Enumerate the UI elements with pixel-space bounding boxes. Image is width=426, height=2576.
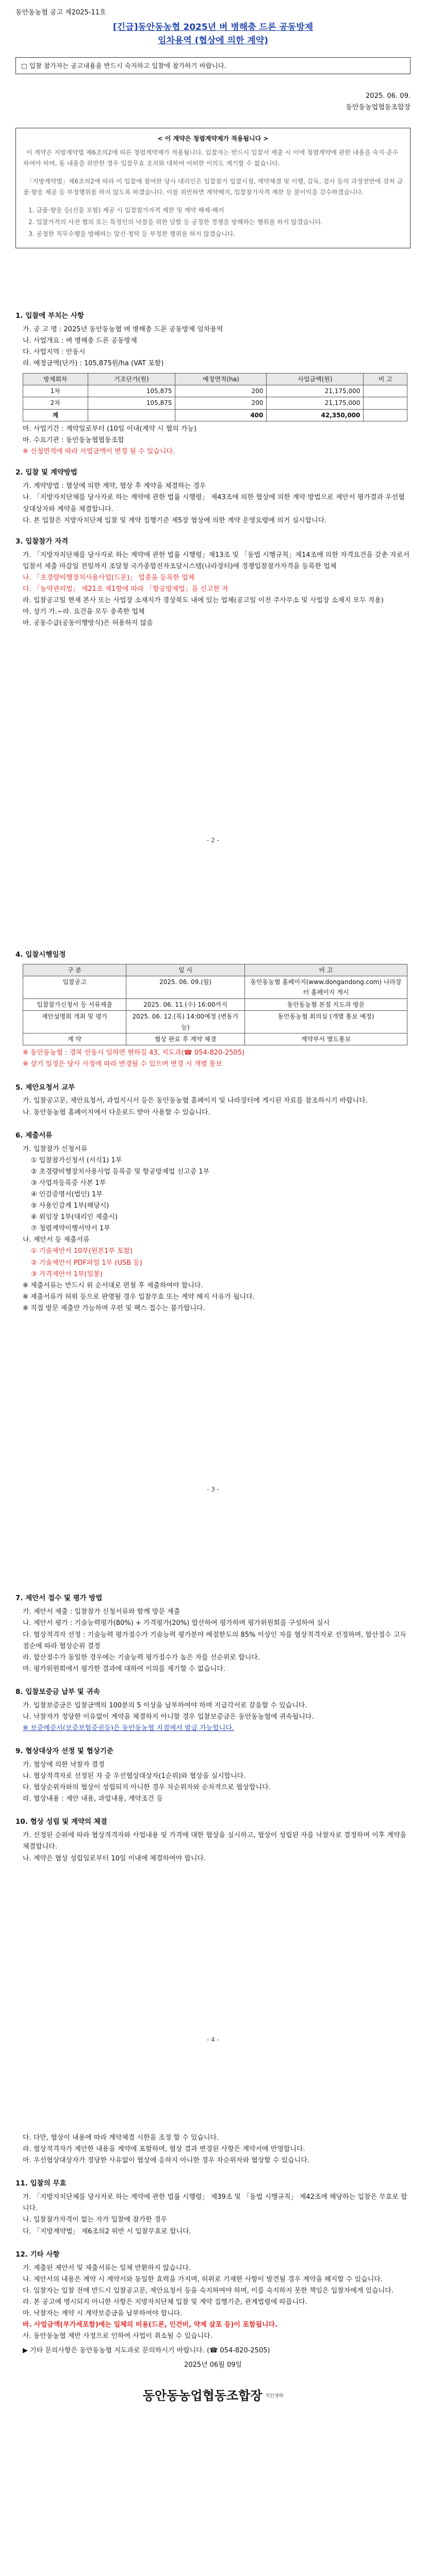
warning-box: □ 입찰 참가자는 공고내용을 반드시 숙지하고 입찰에 참가하기 바랍니다. — [15, 57, 411, 74]
section-12-contact: ▶ 기타 문의사항은 동안동농협 지도과로 문의하시기 바랍니다. (☎ 054-820-2505) — [23, 2347, 270, 2355]
section-12 — [15, 2249, 411, 2371]
section-1-title: 1. 입찰에 부치는 사항 — [15, 312, 84, 320]
page-number: - 3 - — [207, 1486, 219, 1493]
section-6-intro2: 나. 제안서 등 제출서류 — [23, 1236, 90, 1244]
schedule-table — [23, 964, 407, 1046]
section-1-item: 가. 공 고 명 : 2025년 동안동농협 벼 병해충 드론 공동방제 임차용역 — [23, 326, 223, 334]
section-6-doc: ⑥ 위임장 1부(대리인 제출시) — [31, 1213, 118, 1222]
section-9-title: 9. 협상대상자 선정 및 협상기준 — [15, 1747, 113, 1756]
integrity-notice-item: 2. 입찰가격의 사전 협의 또는 특정인의 낙찰을 위한 담합 등 공정한 경쟁을 방해하는 행위를 하지 않겠습니다. — [28, 218, 323, 226]
section-12-item: 다. 입찰자는 입찰 전에 반드시 입찰공고문, 제안요청서 등을 숙지하여야 하며, 이를 숙지하지 못한 책임은 입찰자에게 있습니다. — [23, 2286, 394, 2295]
closing-date: 2025년 06월 09일 — [184, 2361, 242, 2369]
page-number: - 4 - — [207, 2036, 219, 2043]
table-cell: 2025. 06. 12.(목) 14:00예정 (변동가능) — [126, 1011, 245, 1033]
table-cell: 1차 — [23, 385, 88, 397]
integrity-notice-item: 1. 금품·향응 등(선물 포함) 제공 시 입찰참가자격 제한 및 계약 해제·해지 — [28, 207, 224, 214]
section-7-item: 나. 제안서 평가 : 기술능력평가(80%) + 가격평가(20%) 합산하여 평가하며 평가위원회를 구성하여 실시 — [23, 1619, 330, 1628]
section-12-item: 가. 제출된 제안서 및 제출서류는 일체 반환하지 않습니다. — [23, 2264, 191, 2272]
section-1-item: 바. 수요기관 : 동안동농협협동조합 — [23, 436, 124, 445]
section-5-item: 나. 동안동농협 홈페이지에서 다운로드 받아 사용할 수 있습니다. — [23, 1108, 210, 1116]
section-3-item: 나. 「초경량비행장치사용사업(드론)」 업종을 등록한 업체 — [23, 573, 195, 582]
section-7-item: 가. 제안서 제출 : 입찰참가 신청서류와 함께 방문 제출 — [23, 1608, 181, 1616]
table-cell — [364, 397, 407, 409]
table-cell: 동안동농협 본점 지도과 방문 — [245, 998, 407, 1010]
notice-org: 동안동농업협동조합장 — [346, 104, 411, 112]
section-6-note: ※ 직접 방문 제출만 가능하며 우편 및 팩스 접수는 불가합니다. — [23, 1304, 205, 1312]
section-3-item: 다. 「농약관리법」 제21조 제1항에 따라 「항공방제업」을 신고한 자 — [23, 585, 228, 593]
section-6-note: ※ 제출서류가 허위 등으로 판명될 경우 입찰무효 또는 계약 해지 사유가 됩니다. — [23, 1293, 255, 1301]
section-12-item: 라. 본 공고에 명시되지 아니한 사항은 지방자치단체 입찰 및 계약 집행기준, 관계법령에 따릅니다. — [23, 2298, 307, 2306]
section-2-item: 나. 「지방자치단체를 당사자로 하는 계약에 관한 법률 시행령」 제43조에 의한 협상에 의한 계약 방법으로 제안서 평가결과 우선협상대상자와 계약을 체결합니다. — [23, 494, 405, 513]
section-9-item: 라. 협상내용 : 제안 내용, 과업내용, 계약조건 등 — [23, 1795, 163, 1803]
table-header-cell: 기조단가(원) — [88, 373, 175, 385]
section-3-item: 마. 상기 가.~라. 요건을 모두 충족한 업체 — [23, 608, 145, 616]
table-cell: 동안동농협 회의실 (개별 통보 예정) — [245, 1011, 407, 1033]
table-cell: 2차 — [23, 397, 88, 409]
section-6-doc: ⑦ 청렴계약이행서약서 1부 — [31, 1225, 110, 1233]
table-cell: 200 — [175, 397, 267, 409]
section-7-item: 라. 합산점수가 동일한 경우에는 기술능력 평가점수가 높은 자를 선순위로 합니다. — [23, 1653, 260, 1662]
section-8-item: 가. 입찰보증금은 입찰금액의 100분의 5 이상을 납부하여야 하며 지급각서로 갈음할 수 있습니다. — [23, 1701, 307, 1709]
table-cell — [364, 409, 407, 421]
table-header-cell: 일 시 — [126, 964, 245, 976]
page-number: - 2 - — [207, 837, 219, 844]
section-6-doc: ① 입찰참가신청서 (서식1) 1부 — [31, 1156, 122, 1164]
table-header-row — [23, 964, 407, 976]
section-1-item: 마. 사업기간 : 계약일로부터 (10일 이내(계약 시 협의 가능) — [23, 425, 197, 433]
table-row — [23, 409, 407, 421]
section-3-item: 바. 공동수급(공동이행방식)은 허용하지 않음 — [23, 619, 153, 628]
table-header-row — [23, 373, 407, 385]
title-block — [15, 21, 411, 48]
table-cell: 계 약 — [23, 1033, 126, 1045]
table-header-cell: 사업금액(원) — [267, 373, 364, 385]
table-row — [23, 1033, 407, 1045]
section-2-item: 가. 계약방법 : 협상에 의한 계약, 협상 후 계약을 체결하는 경우 — [23, 482, 206, 490]
section-6-intro: 가. 입찰참가 신청서류 — [23, 1145, 88, 1153]
integrity-notice-box — [15, 128, 411, 248]
integrity-notice-title: < 이 계약은 청렴계약제가 적용됩니다 > — [157, 135, 269, 143]
section-3-title: 3. 입찰참가 자격 — [15, 537, 69, 546]
section-11-item: 다. 「지방계약법」 제6조의2 위반 시 입찰무효로 합니다. — [23, 2227, 191, 2235]
section-9-item: 가. 협상에 의한 낙찰자 결정 — [23, 1761, 105, 1769]
table-header-cell: 비 고 — [245, 964, 407, 976]
section-7-title: 7. 제안서 접수 및 평가 방법 — [15, 1594, 103, 1603]
section-7-item: 다. 협상적격자 선정 : 기술능력 평가점수가 기술능력 평가분야 배점한도의 85% 이상인 자를 협상적격자로 선정하며, 합산점수 고득점순에 따라 협상순위 결정 — [23, 1631, 406, 1650]
section-6 — [15, 1130, 411, 1314]
section-1-note: ※ 신청면적에 따라 사업금액이 변경 될 수 있습니다. — [23, 448, 175, 456]
page-spacer — [15, 1865, 411, 2035]
section-9-item: 나. 협상적격자로 선정된 자 중 우선협상대상자(1순위)와 협상을 실시합니다. — [23, 1772, 246, 1781]
section-6-doc: ⑤ 사용인감계 1부(해당시) — [31, 1202, 109, 1210]
section-11-title: 11. 입찰의 무효 — [15, 2179, 67, 2188]
section-12-item: 마. 낙찰자는 계약 시 계약보증금을 납부하여야 합니다. — [23, 2309, 183, 2317]
section-7-item: 마. 평가위원회에서 평가한 결과에 대하여 이의를 제기할 수 없습니다. — [23, 1665, 225, 1673]
section-10-item: 라. 협상적격자가 제안한 내용을 계약에 포함하며, 협상 결과 변경된 사항은 계약서에 반영합니다. — [23, 2145, 305, 2154]
section-9 — [15, 1745, 411, 1805]
section-4-note: ※ 동안동농협 : 경북 안동시 임하면 현하길 43, 지도과(☎ 054-820-2505) — [23, 1049, 245, 1057]
table-row — [23, 998, 407, 1010]
table-cell: 협상 완료 후 계약 체결 — [126, 1033, 245, 1045]
table-row — [23, 1011, 407, 1033]
budget-table — [23, 373, 407, 422]
footer-org — [15, 2385, 411, 2406]
section-6-doc: ④ 인감증명서(법인) 1부 — [31, 1190, 103, 1198]
section-6-doc: ① 기술제안서 10부(원본1부 포함) — [31, 1247, 133, 1256]
section-1-item: 나. 사업개요 : 벼 병해충 드론 공동방제 — [23, 337, 137, 345]
section-11 — [15, 2178, 411, 2237]
page-spacer — [15, 846, 411, 928]
section-10-item: 나. 계약은 협상 성립일로부터 10일 이내에 체결하여야 합니다. — [23, 1854, 206, 1862]
integrity-notice-para2: 「지방계약법」제6조의2에 따라 이 입찰에 참여한 당사 대리인은 입찰참가 입찰시점, 계약체결 및 이행, 감독, 검사 등의 과정전반에 걸쳐 금품·향응 제공 등 부정행위를 하지 않도록 하겠습니다. 이를 위반하면 계약해지, 입찰참가자격 제한 등 불이익을 감수하겠습니다. — [23, 178, 403, 196]
table-cell: 105,875 — [88, 397, 175, 409]
table-cell: 2025. 06. 09.(월) — [126, 976, 245, 999]
table-row — [23, 976, 407, 999]
section-1 — [15, 310, 411, 457]
section-12-item: 사. 동안동농협 제반 사정으로 인하여 사업이 취소될 수 있습니다. — [23, 2332, 212, 2341]
table-cell: 입찰공고 — [23, 976, 126, 999]
section-8-title: 8. 입찰보증금 납부 및 귀속 — [15, 1687, 100, 1696]
section-10 — [15, 1816, 411, 1864]
section-4 — [15, 949, 411, 1071]
section-10-item: 마. 우선협상대상자가 정당한 사유없이 협상에 응하지 아니한 경우 차순위자와 협상할 수 있습니다. — [23, 2157, 310, 2165]
section-5-item: 가. 입찰공고문, 제안요청서, 과업지시서 등은 동안동농협 홈페이지 및 나라장터에 게시된 자료를 참조하시기 바랍니다. — [23, 1097, 368, 1105]
table-cell: 입찰참가신청서 등 서류제출 — [23, 998, 126, 1010]
section-8-note: ※ 보증예증서(보증보험증권등)은 동안동농협 지점에서 발급 가능합니다. — [23, 1724, 235, 1733]
page-spacer — [15, 1495, 411, 1572]
section-12-title: 12. 기타 사항 — [15, 2250, 60, 2259]
section-1-item: 다. 사업지역 : 안동시 — [23, 348, 86, 357]
section-6-doc: ② 기술제안서 PDF파일 1부 (USB 등) — [31, 1259, 142, 1267]
integrity-notice-para1: 이 계약은 지방계약법 제6조의2에 따른 청렴계약제가 적용됩니다. 입찰자는 반드시 입찰서 제출 시 이에 청렴계약에 관한 내용을 숙지·준수하여야 하며, 동 내용을 위반한 경우 입찰무효 조치와 대하여 어떠한 이의도 제기할 수 없습니다. — [23, 149, 399, 167]
section-3 — [15, 536, 411, 630]
table-cell: 2025. 06. 11.(수) 16:00까지 — [126, 998, 245, 1010]
section-2 — [15, 467, 411, 526]
table-header-cell: 방제회차 — [23, 373, 88, 385]
page-spacer — [15, 629, 411, 835]
section-2-item: 다. 본 입찰은 지방자치단체 입찰 및 계약 집행기준 제5장 협상에 의한 계약 운영요령에 의거 실시합니다. — [23, 516, 327, 524]
table-cell — [88, 409, 175, 421]
table-cell — [364, 385, 407, 397]
section-8-item: 나. 낙찰자가 정당한 이유없이 계약을 체결하지 아니할 경우 입찰보증금은 동안동농협에 귀속됩니다. — [23, 1713, 314, 1721]
integrity-notice-list — [23, 205, 403, 240]
section-4-title: 4. 입찰시행일정 — [15, 950, 66, 959]
table-header-cell: 비 고 — [364, 373, 407, 385]
section-2-title: 2. 입찰 및 계약방법 — [15, 468, 77, 477]
section-5 — [15, 1082, 411, 1118]
page-title: [긴급]동안동농협 2025년 벼 병해충 드론 공동방제 — [112, 22, 314, 33]
section-12-item: 나. 제안서의 내용은 계약 시 계약서와 동일한 효력을 가지며, 허위로 기재한 사항이 발견될 경우 계약을 해지할 수 있습니다. — [23, 2275, 383, 2283]
section-6-title: 6. 제출서류 — [15, 1131, 53, 1140]
table-cell: 200 — [175, 385, 267, 397]
section-7 — [15, 1592, 411, 1675]
section-12-item: 바. 사업금액(부가세포함)에는 일체의 비용(드론, 인건비, 약제 살포 등)이 포함됩니다. — [23, 2321, 278, 2329]
section-10-title: 10. 협상 성립 및 계약의 체결 — [15, 1818, 107, 1826]
section-1-item: 라. 예정금액(단가) : 105,875원/ha (VAT 포함) — [23, 360, 164, 368]
table-cell: 계약부서 별도통보 — [245, 1033, 407, 1045]
section-10-continued — [15, 2132, 411, 2166]
section-6-note: ※ 제출서류는 반드시 위 순서대로 편철 후 제출하여야 합니다. — [23, 1281, 203, 1290]
table-header-cell: 구 분 — [23, 964, 126, 976]
section-10-item: 다. 다만, 협상이 내용에 따라 계약체결 시한을 조정 할 수 있습니다. — [23, 2134, 219, 2142]
table-cell: 21,175,000 — [267, 385, 364, 397]
table-cell: 동안동농협 홈페이지(www.dongandong.com) 나라장터 홈페이지 게시 — [245, 976, 407, 999]
table-cell: 21,175,000 — [267, 397, 364, 409]
notice-date: 2025. 06. 09. — [366, 92, 411, 100]
section-5-title: 5. 제안요청서 교부 — [15, 1083, 75, 1092]
table-cell: 105,875 — [88, 385, 175, 397]
table-row — [23, 385, 407, 397]
table-cell: 42,350,000 — [267, 409, 364, 421]
notice-number: 동안동농협 공고 제2025-11호 — [15, 9, 106, 16]
section-6-doc: ② 초경량비행장치사용사업 등록증 및 항공방제업 신고증 1부 — [31, 1167, 210, 1176]
page-spacer — [15, 2045, 411, 2112]
section-11-item: 가. 「지방자치단체를 당사자로 하는 계약에 관한 법률 시행령」 제39조 및 「동법 시행규칙」 제42조에 해당하는 입찰은 무효로 합니다. — [23, 2193, 407, 2213]
section-6-doc: ③ 사업자등록증 사본 1부 — [31, 1179, 106, 1187]
section-3-item: 가. 「지방자치단체를 당사자로 하는 계약에 관한 법률 시행령」제13조 및 「동법 시행규칙」제14조에 의한 자격요건을 갖춘 자로서 입찰서 제출 마감일 전일까지 조달청 국가종합전자조달시스템(나라장터)에 경쟁입찰참가자격을 등록한 업체 — [23, 551, 409, 570]
table-cell: 400 — [175, 409, 267, 421]
footer-org-name: 동안동농업협동조합장 — [142, 2388, 263, 2403]
section-10-item: 가. 선정된 순위에 따라 협상적격자와 사업내용 및 가격에 대한 협상을 실시하고, 협상이 성립된 자를 낙찰자로 결정하며 이후 계약을 체결합니다. — [23, 1832, 407, 1851]
section-8 — [15, 1686, 411, 1734]
page-subtitle: 임차용역 (협상에 의한 계약) — [158, 36, 268, 46]
table-cell: 계 — [23, 409, 88, 421]
section-4-note: ※ 상기 일정은 당사 사정에 따라 변경될 수 있으며 변경 시 개별 통보 — [23, 1060, 222, 1069]
table-header-cell: 예정면적(ha) — [175, 373, 267, 385]
footer-seal-note: 직인생략 — [265, 2393, 284, 2399]
section-9-item: 다. 협상순위자와의 협상이 성립되지 아니한 경우 차순위자와 순차적으로 협상합니다. — [23, 1784, 271, 1792]
page-spacer — [15, 1314, 411, 1484]
section-3-item: 라. 입찰공고일 현재 본사 또는 사업장 소재지가 경상북도 내에 있는 업체(공고일 이전 주사무소 및 사업장 소재지 모두 적용) — [23, 597, 384, 604]
table-cell: 제안설명회 개최 및 평가 — [23, 1011, 126, 1033]
table-row — [23, 397, 407, 409]
section-11-item: 나. 입찰참가자격이 없는 자가 입찰에 참가한 경우 — [23, 2216, 168, 2224]
integrity-notice-item: 3. 공정한 직무수행을 방해하는 알선·청탁 등 부정한 행위를 하지 않겠습니다. — [28, 230, 236, 238]
section-6-doc: ③ 가격제안서 1부(밀봉) — [31, 1270, 103, 1278]
